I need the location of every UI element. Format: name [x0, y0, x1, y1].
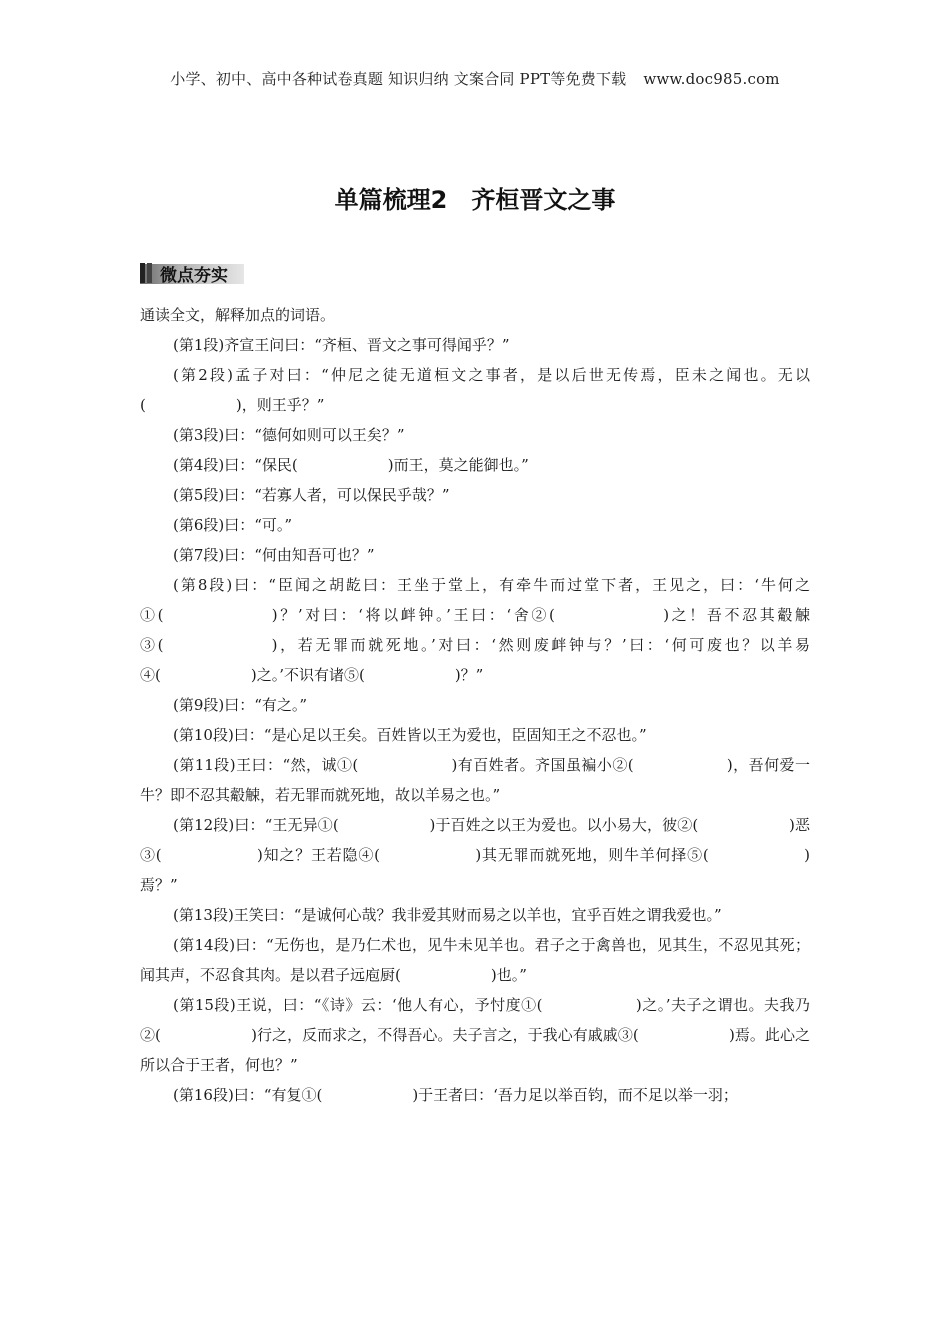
paragraph: (第8段)曰：“臣闻之胡龁曰：王坐于堂上，有牵牛而过堂下者，王见之，曰：‘牛何之①( )？’对曰：‘将以衅钟。’王曰：‘舍②( )之！吾不忍其觳觫③( )，若无罪而就死地。’对曰：‘然则废衅钟与？’曰：‘何可废也？以羊易④( )之。’不识有诸⑤( )？”: [140, 576, 810, 684]
paragraph: (第3段)曰：“德何如则可以王矣？”: [173, 426, 405, 444]
section-marker-icon: [140, 263, 154, 283]
section-label: 微点夯实: [160, 265, 228, 286]
paragraph: (第10段)曰：“是心足以王矣。百姓皆以王为爱也，臣固知王之不忍也。”: [173, 726, 647, 744]
paragraph: (第1段)齐宣王问曰：“齐桓、晋文之事可得闻乎？”: [173, 336, 510, 354]
paragraph: (第13段)王笑曰：“是诚何心哉？我非爱其财而易之以羊也，宜乎百姓之谓我爱也。”: [173, 906, 722, 924]
paragraph: (第7段)曰：“何由知吾可也？”: [173, 546, 375, 564]
paragraph: (第2段)孟子对曰：“仲尼之徒无道桓文之事者，是以后世无传焉，臣未之闻也。无以( )，则王乎？”: [140, 366, 810, 414]
paragraph: (第9段)曰：“有之。”: [173, 696, 308, 714]
exercise-body: [140, 300, 810, 1110]
paragraph: (第5段)曰：“若寡人者，可以保民乎哉？”: [173, 486, 450, 504]
page-header: [0, 68, 950, 89]
section-header: [140, 262, 228, 284]
paragraph: (第6段)曰：“可。”: [173, 516, 293, 534]
page-title: 单篇梳理2 齐桓晋文之事: [334, 186, 616, 214]
paragraph: (第16段)曰：“有复①( )于王者曰：‘吾力足以举百钧，而不足以举一羽；: [173, 1086, 738, 1104]
paragraph: (第4段)曰：“保民( )而王，莫之能御也。”: [173, 456, 529, 474]
instruction-text: 通读全文，解释加点的词语。: [140, 306, 336, 324]
paragraph: (第11段)王曰：“然，诚①( )有百姓者。齐国虽褊小②( )，吾何爱一牛？即不忍其觳觫，若无罪而就死地，故以羊易之也。”: [140, 756, 810, 804]
header-text: 小学、初中、高中各种试卷真题 知识归纳 文案合同 PPT等免费下载: [170, 70, 627, 88]
header-url: www.doc985.com: [643, 70, 780, 88]
paragraph: (第14段)曰：“无伤也，是乃仁术也，见牛未见羊也。君子之于禽兽也，见其生，不忍见其死；闻其声，不忍食其肉。是以君子远庖厨( )也。”: [140, 936, 810, 984]
paragraph: (第12段)曰：“王无异①( )于百姓之以王为爱也。以小易大，彼②( )恶③( )知之？王若隐④( )其无罪而就死地，则牛羊何择⑤( )焉？”: [140, 816, 810, 894]
paragraph: (第15段)王说，曰：“《诗》云：‘他人有心，予忖度①( )之。’夫子之谓也。夫我乃②( )行之，反而求之，不得吾心。夫子言之，于我心有戚戚③( )焉。此心之所以合于王者，何也？”: [140, 996, 810, 1074]
